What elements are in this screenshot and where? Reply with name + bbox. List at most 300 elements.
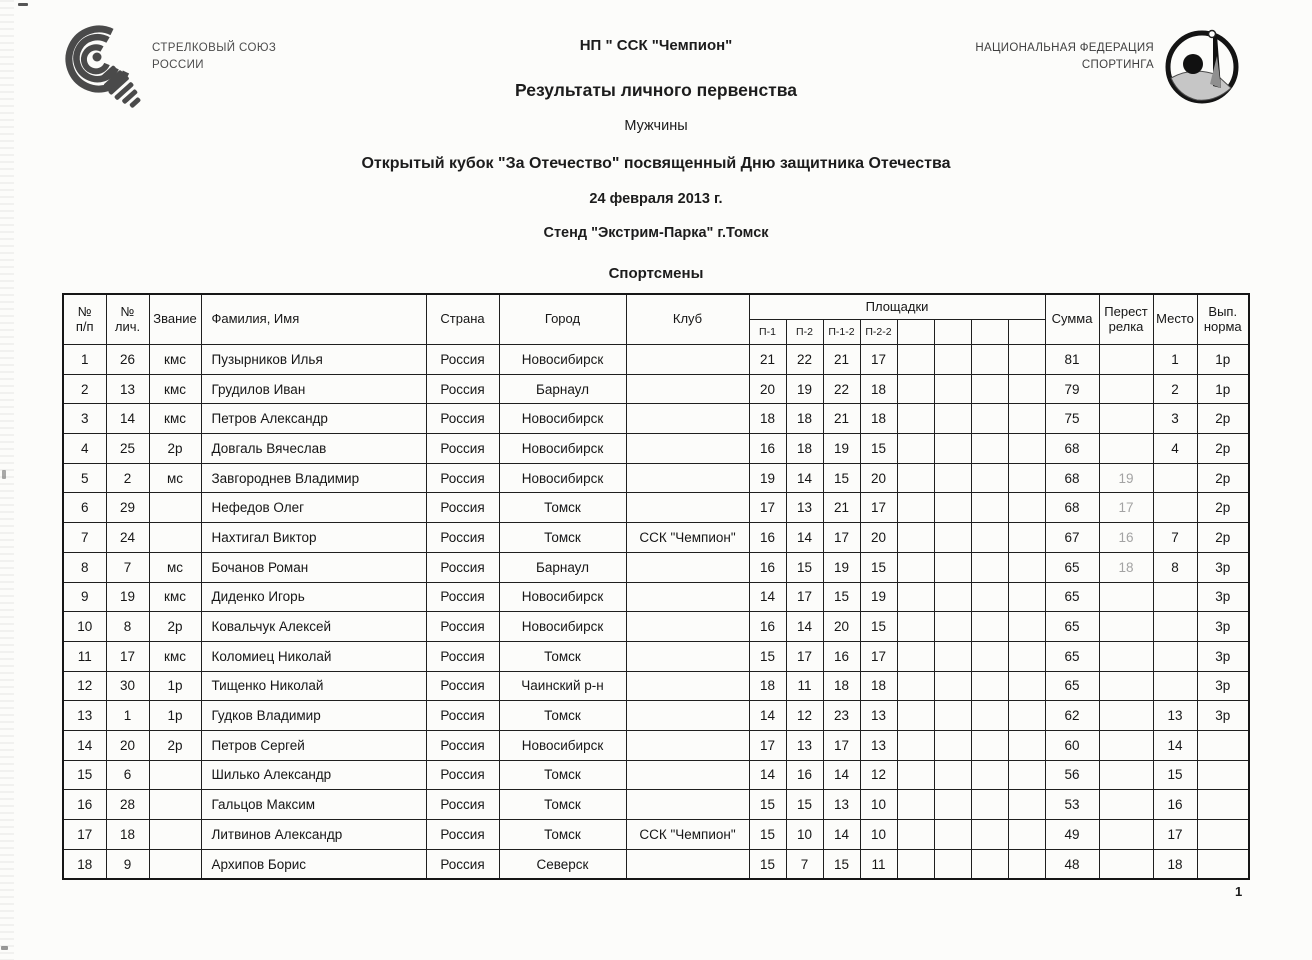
cell-score: 18 (749, 404, 786, 434)
cell-total: 81 (1045, 345, 1099, 375)
cell-total: 67 (1045, 523, 1099, 553)
cell-num: 3 (63, 404, 106, 434)
cell-total: 68 (1045, 463, 1099, 493)
cell-country: Россия (426, 463, 499, 493)
cell-score: 14 (786, 612, 823, 642)
cell-num: 5 (63, 463, 106, 493)
cell-score: 14 (823, 760, 860, 790)
cell-score (1008, 493, 1045, 523)
cell-shootoff (1099, 849, 1153, 879)
col-header-total: Сумма (1045, 294, 1099, 345)
cell-city: Новосибирск (499, 345, 626, 375)
cell-total: 49 (1045, 820, 1099, 850)
cell-score: 15 (860, 434, 897, 464)
cell-shootoff: 16 (1099, 523, 1153, 553)
cell-score (1008, 463, 1045, 493)
cell-name: Грудилов Иван (201, 374, 426, 404)
table-row (63, 493, 1249, 523)
cell-shootoff (1099, 820, 1153, 850)
cell-score (1008, 760, 1045, 790)
cell-num: 18 (63, 849, 106, 879)
cell-shootoff (1099, 701, 1153, 731)
cell-bib: 24 (106, 523, 149, 553)
cell-place: 16 (1153, 790, 1197, 820)
col-header-club: Клуб (626, 294, 749, 345)
cell-score: 18 (749, 671, 786, 701)
cell-shootoff (1099, 345, 1153, 375)
col-header-rank: Звание (149, 294, 201, 345)
cell-place (1153, 493, 1197, 523)
table-row (63, 730, 1249, 760)
cell-club (626, 493, 749, 523)
cell-total: 65 (1045, 582, 1099, 612)
cell-score (934, 790, 971, 820)
cell-place: 1 (1153, 345, 1197, 375)
cell-score: 20 (823, 612, 860, 642)
cell-bib: 28 (106, 790, 149, 820)
cell-place: 14 (1153, 730, 1197, 760)
cell-name: Шилько Александр (201, 760, 426, 790)
cell-country: Россия (426, 404, 499, 434)
cell-club (626, 790, 749, 820)
cell-place: 7 (1153, 523, 1197, 553)
cell-city: Томск (499, 493, 626, 523)
cell-club (626, 374, 749, 404)
header-row-1 (63, 294, 1249, 320)
cell-bib: 19 (106, 582, 149, 612)
cell-score (1008, 701, 1045, 731)
cell-score (934, 582, 971, 612)
cell-bib: 18 (106, 820, 149, 850)
cell-score: 17 (786, 582, 823, 612)
cell-score (934, 701, 971, 731)
cell-score (934, 641, 971, 671)
cell-num: 17 (63, 820, 106, 850)
table-row (63, 404, 1249, 434)
cell-norm (1197, 849, 1249, 879)
cell-name: Ковальчук Алексей (201, 612, 426, 642)
cell-score (971, 641, 1008, 671)
cell-num: 2 (63, 374, 106, 404)
cell-norm (1197, 820, 1249, 850)
cell-score (971, 374, 1008, 404)
cell-rank (149, 493, 201, 523)
cell-club (626, 641, 749, 671)
table-row (63, 760, 1249, 790)
cell-place: 17 (1153, 820, 1197, 850)
cell-score: 18 (786, 404, 823, 434)
cell-country: Россия (426, 345, 499, 375)
cell-score (971, 582, 1008, 612)
cell-club (626, 434, 749, 464)
col-header-shootoff: Перест релка (1099, 294, 1153, 345)
cell-score (897, 641, 934, 671)
cell-score (971, 552, 1008, 582)
cell-score (934, 463, 971, 493)
cell-score: 10 (860, 790, 897, 820)
cell-score (1008, 671, 1045, 701)
col-header-bib: № лич. (106, 294, 149, 345)
cell-club (626, 671, 749, 701)
col-header-station-7 (971, 320, 1008, 345)
cell-place (1153, 582, 1197, 612)
cell-norm: 3р (1197, 701, 1249, 731)
scan-edge-artifact (0, 0, 14, 960)
cell-club (626, 404, 749, 434)
cell-shootoff: 18 (1099, 552, 1153, 582)
cell-country: Россия (426, 760, 499, 790)
cell-score (897, 463, 934, 493)
cell-rank (149, 849, 201, 879)
cell-score (934, 552, 971, 582)
cell-score (897, 849, 934, 879)
cell-score (897, 374, 934, 404)
table-row (63, 641, 1249, 671)
cell-score (971, 760, 1008, 790)
table-row (63, 523, 1249, 553)
cell-score (971, 671, 1008, 701)
table-row (63, 790, 1249, 820)
cell-score: 13 (860, 730, 897, 760)
cell-score (934, 374, 971, 404)
cell-bib: 25 (106, 434, 149, 464)
cell-num: 10 (63, 612, 106, 642)
cell-name: Литвинов Александр (201, 820, 426, 850)
cell-total: 65 (1045, 671, 1099, 701)
table-row (63, 345, 1249, 375)
cell-norm (1197, 760, 1249, 790)
left-org-line2: РОССИИ (152, 58, 204, 71)
cell-num: 13 (63, 701, 106, 731)
cell-score (1008, 612, 1045, 642)
cell-num: 16 (63, 790, 106, 820)
cell-club: ССК "Чемпион" (626, 523, 749, 553)
cell-total: 56 (1045, 760, 1099, 790)
cell-city: Томск (499, 701, 626, 731)
cell-shootoff (1099, 612, 1153, 642)
cell-score (1008, 849, 1045, 879)
table-row (63, 374, 1249, 404)
cell-score (1008, 374, 1045, 404)
cell-place: 13 (1153, 701, 1197, 731)
cell-score: 17 (860, 345, 897, 375)
cell-norm: 2р (1197, 493, 1249, 523)
cell-country: Россия (426, 849, 499, 879)
cell-num: 6 (63, 493, 106, 523)
cell-score: 21 (823, 404, 860, 434)
cell-score: 13 (786, 493, 823, 523)
cell-bib: 26 (106, 345, 149, 375)
cell-score: 10 (786, 820, 823, 850)
cell-place (1153, 641, 1197, 671)
cell-score: 15 (749, 820, 786, 850)
cell-score: 19 (823, 434, 860, 464)
cell-score (1008, 582, 1045, 612)
col-header-station-2: П-2 (786, 320, 823, 345)
cell-num: 11 (63, 641, 106, 671)
right-org-line2: СПОРТИНГА (1081, 58, 1154, 71)
cell-rank: кмс (149, 374, 201, 404)
cell-num: 15 (63, 760, 106, 790)
cell-norm: 2р (1197, 463, 1249, 493)
cell-city: Новосибирск (499, 434, 626, 464)
cell-name: Нефедов Олег (201, 493, 426, 523)
cell-score: 19 (860, 582, 897, 612)
cell-score: 17 (786, 641, 823, 671)
cell-num: 8 (63, 552, 106, 582)
cell-shootoff: 19 (1099, 463, 1153, 493)
cell-total: 65 (1045, 612, 1099, 642)
cell-shootoff (1099, 760, 1153, 790)
cell-num: 1 (63, 345, 106, 375)
table-row (63, 612, 1249, 642)
cell-score: 21 (823, 493, 860, 523)
cell-score (1008, 552, 1045, 582)
cell-country: Россия (426, 820, 499, 850)
cell-name: Довгаль Вячеслав (201, 434, 426, 464)
cell-city: Новосибирск (499, 404, 626, 434)
cell-score: 14 (749, 760, 786, 790)
cell-score (971, 790, 1008, 820)
cell-city: Новосибирск (499, 582, 626, 612)
cell-norm: 3р (1197, 671, 1249, 701)
cell-club (626, 345, 749, 375)
cell-club (626, 463, 749, 493)
cell-country: Россия (426, 374, 499, 404)
col-header-station-3: П-1-2 (823, 320, 860, 345)
cell-score: 18 (860, 671, 897, 701)
cell-club (626, 760, 749, 790)
cell-place: 3 (1153, 404, 1197, 434)
cell-score: 13 (823, 790, 860, 820)
event-title: Открытый кубок "За Отечество" посвященный Дню защитника Отечества (361, 155, 951, 172)
cell-norm: 3р (1197, 612, 1249, 642)
cell-score (971, 434, 1008, 464)
right-org-line1: НАЦИОНАЛЬНАЯ ФЕДЕРАЦИЯ (975, 42, 1154, 54)
section-heading: Спортсмены (608, 265, 704, 282)
cell-score (897, 612, 934, 642)
col-header-station-5 (897, 320, 934, 345)
cell-club (626, 730, 749, 760)
cell-score (897, 730, 934, 760)
cell-rank: кмс (149, 345, 201, 375)
cell-score: 17 (860, 493, 897, 523)
cell-score: 14 (786, 463, 823, 493)
category-label: Мужчины (624, 118, 688, 134)
cell-bib: 30 (106, 671, 149, 701)
table-row (63, 671, 1249, 701)
cell-score: 15 (860, 552, 897, 582)
cell-score: 16 (749, 612, 786, 642)
cell-score (971, 612, 1008, 642)
cell-score: 14 (749, 701, 786, 731)
cell-bib: 9 (106, 849, 149, 879)
document-org-title: НП " ССК "Чемпион" (579, 37, 733, 54)
cell-rank: кмс (149, 582, 201, 612)
col-header-place: Место (1153, 294, 1197, 345)
table-row (63, 552, 1249, 582)
cell-score: 17 (749, 730, 786, 760)
cell-score (971, 730, 1008, 760)
cell-score (897, 552, 934, 582)
cell-norm: 3р (1197, 582, 1249, 612)
cell-club (626, 582, 749, 612)
cell-score (897, 701, 934, 731)
cell-score: 10 (860, 820, 897, 850)
cell-score: 19 (823, 552, 860, 582)
results-table-wrap (62, 293, 1248, 880)
cell-score (971, 345, 1008, 375)
cell-score: 23 (823, 701, 860, 731)
cell-score: 21 (749, 345, 786, 375)
cell-norm (1197, 730, 1249, 760)
cell-score (1008, 641, 1045, 671)
cell-score: 17 (860, 641, 897, 671)
cell-score (897, 434, 934, 464)
cell-score: 14 (786, 523, 823, 553)
cell-total: 62 (1045, 701, 1099, 731)
cell-score: 15 (749, 790, 786, 820)
event-venue: Стенд "Экстрим-Парка" г.Томск (543, 225, 769, 241)
cell-place (1153, 463, 1197, 493)
cell-rank (149, 523, 201, 553)
cell-score (1008, 345, 1045, 375)
cell-rank (149, 760, 201, 790)
cell-bib: 17 (106, 641, 149, 671)
cell-score (1008, 820, 1045, 850)
cell-score (934, 612, 971, 642)
cell-club (626, 612, 749, 642)
cell-score: 16 (823, 641, 860, 671)
cell-rank (149, 790, 201, 820)
cell-club (626, 552, 749, 582)
cell-total: 68 (1045, 493, 1099, 523)
cell-score (971, 849, 1008, 879)
cell-score (934, 671, 971, 701)
cell-name: Коломиец Николай (201, 641, 426, 671)
col-header-station-8 (1008, 320, 1045, 345)
cell-score (934, 820, 971, 850)
col-header-norm: Вып. норма (1197, 294, 1249, 345)
cell-score: 11 (786, 671, 823, 701)
cell-place: 8 (1153, 552, 1197, 582)
cell-country: Россия (426, 523, 499, 553)
cell-country: Россия (426, 582, 499, 612)
cell-score (1008, 790, 1045, 820)
cell-bib: 20 (106, 730, 149, 760)
cell-score (934, 493, 971, 523)
cell-score (1008, 404, 1045, 434)
cell-num: 7 (63, 523, 106, 553)
cell-num: 14 (63, 730, 106, 760)
cell-shootoff: 17 (1099, 493, 1153, 523)
scan-speck (1, 946, 8, 950)
left-org-line1: СТРЕЛКОВЫЙ СОЮЗ (152, 42, 277, 54)
event-date: 24 февраля 2013 г. (589, 191, 723, 207)
cell-city: Томск (499, 790, 626, 820)
table-row (63, 434, 1249, 464)
cell-city: Чаинский р-н (499, 671, 626, 701)
cell-total: 75 (1045, 404, 1099, 434)
cell-norm: 2р (1197, 434, 1249, 464)
cell-score: 18 (860, 374, 897, 404)
cell-bib: 1 (106, 701, 149, 731)
cell-country: Россия (426, 493, 499, 523)
scan-speck (18, 3, 28, 6)
cell-score (897, 404, 934, 434)
cell-bib: 29 (106, 493, 149, 523)
cell-bib: 2 (106, 463, 149, 493)
cell-place (1153, 612, 1197, 642)
cell-score (934, 345, 971, 375)
cell-country: Россия (426, 552, 499, 582)
cell-score (897, 523, 934, 553)
col-header-city: Город (499, 294, 626, 345)
cell-shootoff (1099, 790, 1153, 820)
cell-name: Диденко Игорь (201, 582, 426, 612)
cell-score (934, 404, 971, 434)
cell-place: 2 (1153, 374, 1197, 404)
cell-city: Новосибирск (499, 463, 626, 493)
cell-score: 16 (749, 523, 786, 553)
cell-rank: мс (149, 552, 201, 582)
cell-club: ССК "Чемпион" (626, 820, 749, 850)
cell-shootoff (1099, 434, 1153, 464)
col-header-num: № п/п (63, 294, 106, 345)
cell-bib: 8 (106, 612, 149, 642)
cell-score: 17 (749, 493, 786, 523)
cell-country: Россия (426, 701, 499, 731)
cell-place: 4 (1153, 434, 1197, 464)
cell-place: 15 (1153, 760, 1197, 790)
cell-rank: 2р (149, 612, 201, 642)
cell-num: 9 (63, 582, 106, 612)
cell-total: 68 (1045, 434, 1099, 464)
cell-score (934, 730, 971, 760)
cell-club (626, 849, 749, 879)
cell-score: 22 (823, 374, 860, 404)
cell-country: Россия (426, 730, 499, 760)
cell-score (934, 849, 971, 879)
cell-score: 18 (860, 404, 897, 434)
cell-score: 7 (786, 849, 823, 879)
cell-rank: 1р (149, 701, 201, 731)
cell-score: 15 (749, 849, 786, 879)
cell-city: Томск (499, 523, 626, 553)
cell-bib: 14 (106, 404, 149, 434)
cell-city: Новосибирск (499, 612, 626, 642)
cell-country: Россия (426, 790, 499, 820)
cell-place (1153, 671, 1197, 701)
cell-score: 18 (786, 434, 823, 464)
cell-score (897, 345, 934, 375)
table-row (63, 582, 1249, 612)
cell-bib: 13 (106, 374, 149, 404)
cell-norm (1197, 790, 1249, 820)
table-row (63, 463, 1249, 493)
cell-score: 16 (749, 434, 786, 464)
cell-city: Северск (499, 849, 626, 879)
cell-norm: 1р (1197, 374, 1249, 404)
table-row (63, 820, 1249, 850)
athletes-tbody (63, 345, 1249, 880)
cell-total: 65 (1045, 552, 1099, 582)
cell-score (971, 820, 1008, 850)
cell-club (626, 701, 749, 731)
cell-city: Томск (499, 641, 626, 671)
cell-score (971, 493, 1008, 523)
cell-norm: 3р (1197, 552, 1249, 582)
